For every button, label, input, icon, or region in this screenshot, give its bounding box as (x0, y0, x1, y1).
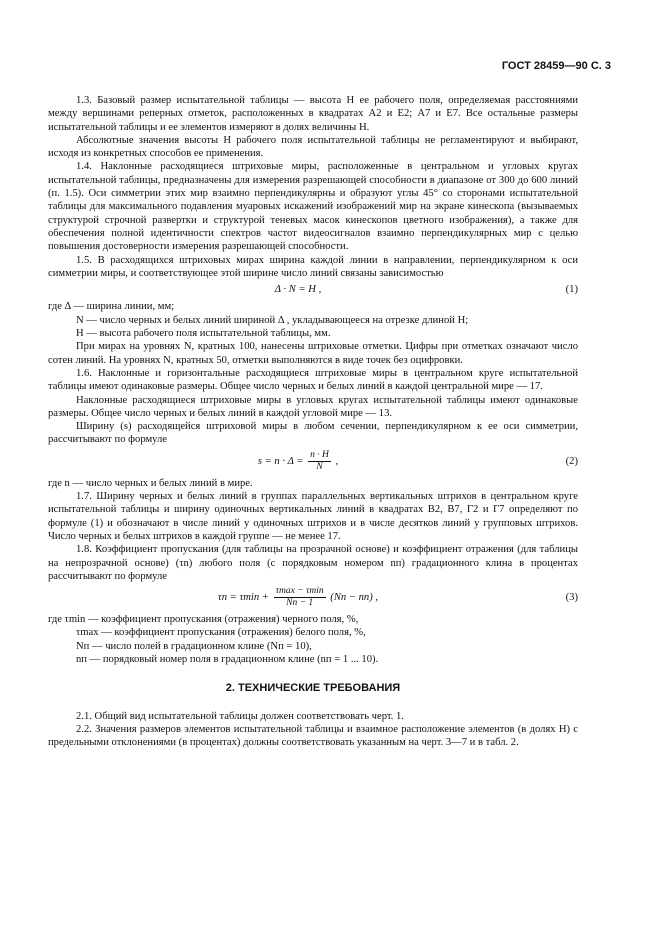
definition-line: H — высота рабочего поля испытательной таблицы, мм. (76, 328, 331, 340)
formula-3 (48, 586, 578, 609)
formula-3-number: (3) (565, 591, 578, 603)
definition-line: τmax — коэффициент пропускания (отражения) белого поля, %, (76, 627, 366, 639)
fraction-denominator: Nп − 1 (286, 598, 314, 609)
formula-2 (48, 450, 578, 473)
paragraph-1-7: 1.7. Ширину черных и белых линий в группах параллельных вертикальных штрихов в центральном круге испытательной таблицы и ширину одиночных вертикальных линий в квадратах В2, В7, Г2 и Г7 определяют по формуле (1) и обозначают в числе линий у одиночных штрихов и в числе десятков линий у групповых штрихов. Число черных и белых штрихов в каждой группе — не менее 17. (48, 491, 578, 542)
paragraph-1-6-c: Ширину (s) расходящейся штриховой миры в любом сечении, перпендикулярном к ее оси симметрии, рассчитывают по формуле (48, 421, 578, 446)
fraction-numerator: n · H (310, 449, 329, 460)
definition-line: nп — порядковый номер поля в градационном клине (nп = 1 ... 10). (76, 653, 379, 665)
paragraph-1-6-b: Наклонные расходящиеся штриховые миры в угловых кругах испытательной таблицы имеют одинаковые размеры. Общее число черных и белых линий в каждой угловой мире — 13. (48, 394, 578, 419)
paragraph-1-5: 1.5. В расходящихся штриховых мирах ширина каждой линии в направлении, перпендикулярном к оси симметрии миры, и соответствующее этой ширине число линий связаны зависимостью (48, 254, 578, 279)
paragraph-2-1: 2.1. Общий вид испытательной таблицы должен соответствовать черт. 1. (76, 710, 404, 722)
fraction-numerator: τmax − τmin (275, 586, 324, 597)
section-heading: 2. ТЕХНИЧЕСКИЕ ТРЕБОВАНИЯ (225, 682, 401, 695)
page-header: ГОСТ 28459—90 С. 3 (501, 60, 611, 72)
formula-2-fraction (308, 450, 331, 473)
formula-2-left: s = n · Δ = (257, 455, 304, 467)
paragraph-1-8: 1.8. Коэффициент пропускания (для таблицы на прозрачной основе) и коэффициент отражения (для таблицы на непрозрачной основе) (τn) любого поля (с порядковым номером nп) градационного клина в процентах рассчитывают по формуле (48, 544, 578, 582)
formula-3-left: τn = τmin + (217, 592, 269, 604)
formula-2-right: , (335, 455, 339, 467)
paragraph-1-4: 1.4. Наклонные расходящиеся штриховые миры, расположенные в центральном и угловых кругах испытательной таблицы, предназначены для измерения разрешающей способности в диапазоне от 300 до 600 линий (п. 1.5). Оси симметрии этих мир взаимно перпендикулярны и образуют углы 45° со сторонами испытательной таблицы для максимального подавления муаровых искажений изображений мир на экране кинескопа (вызываемых структурой строчной развертки и структурой теневых масок кинескопов цветного изображения), а также для обеспечения полной идентичности спектров частот видеосигналов взаимно перпендикулярных мир с целью повышения достоверности измерения разрешающей способности. (48, 161, 578, 253)
paragraph-1-3: 1.3. Базовый размер испытательной таблицы — высота H ее рабочего поля, определяемая расстояниями между вершинами реперных отметок, расположенных в квадратах А2 и Е2; А7 и Е7. Все остальные размеры испытательной таблицы и ее элементов измеряют в долях величины H. (48, 95, 578, 133)
paragraph-2-2: 2.2. Значения размеров элементов испытательной таблицы и взаимное расположение элементов (в долях Н) с предельными отклонениями (в процентах) должны соответствовать указанным на черт. 3—7 и в табл. 2. (48, 723, 578, 749)
document-body (48, 94, 578, 749)
paragraph-1-3-b: Абсолютные значения высоты H рабочего поля испытательной таблицы не регламентируют и выбирают, исходя из конкретных способов ее применения. (48, 134, 578, 160)
formula-3-fraction (274, 586, 326, 609)
definition-line: N — число черных и белых линий шириной Δ , укладывающееся на отрезке длиной H; (76, 314, 469, 326)
formula-1-expr: Δ · N = H , (274, 284, 322, 296)
fraction-denominator: N (316, 461, 323, 472)
definition-line: Nп — число полей в градационном клине (Nп = 10), (76, 640, 312, 652)
formula-3-right: (Nп − nп) , (330, 592, 379, 604)
definition-2: где n — число черных и белых линий в мире. (48, 477, 253, 489)
definition-line: где Δ — ширина линии, мм; (48, 301, 175, 313)
formula-2-number: (2) (565, 455, 578, 467)
paragraph-1-5-b: При мирах на уровнях N, кратных 100, нанесены штриховые отметки. Цифры при отметках означают число сотен линий. На уровнях N, кратных 50, отметки выполняются в виде точек без оцифровки. (48, 341, 578, 366)
formula-1 (48, 283, 578, 296)
definitions-1 (48, 300, 578, 340)
definitions-3 (48, 613, 578, 666)
formula-1-number: (1) (565, 284, 578, 296)
paragraph-1-6: 1.6. Наклонные и горизонтальные расходящиеся штриховые миры в центральном круге испытательной таблицы имеют одинаковые размеры. Общее число черных и белых линий в каждой центральной мире — 17. (48, 367, 578, 393)
definition-line: где τmin — коэффициент пропускания (отражения) черного поля, %, (48, 614, 359, 626)
